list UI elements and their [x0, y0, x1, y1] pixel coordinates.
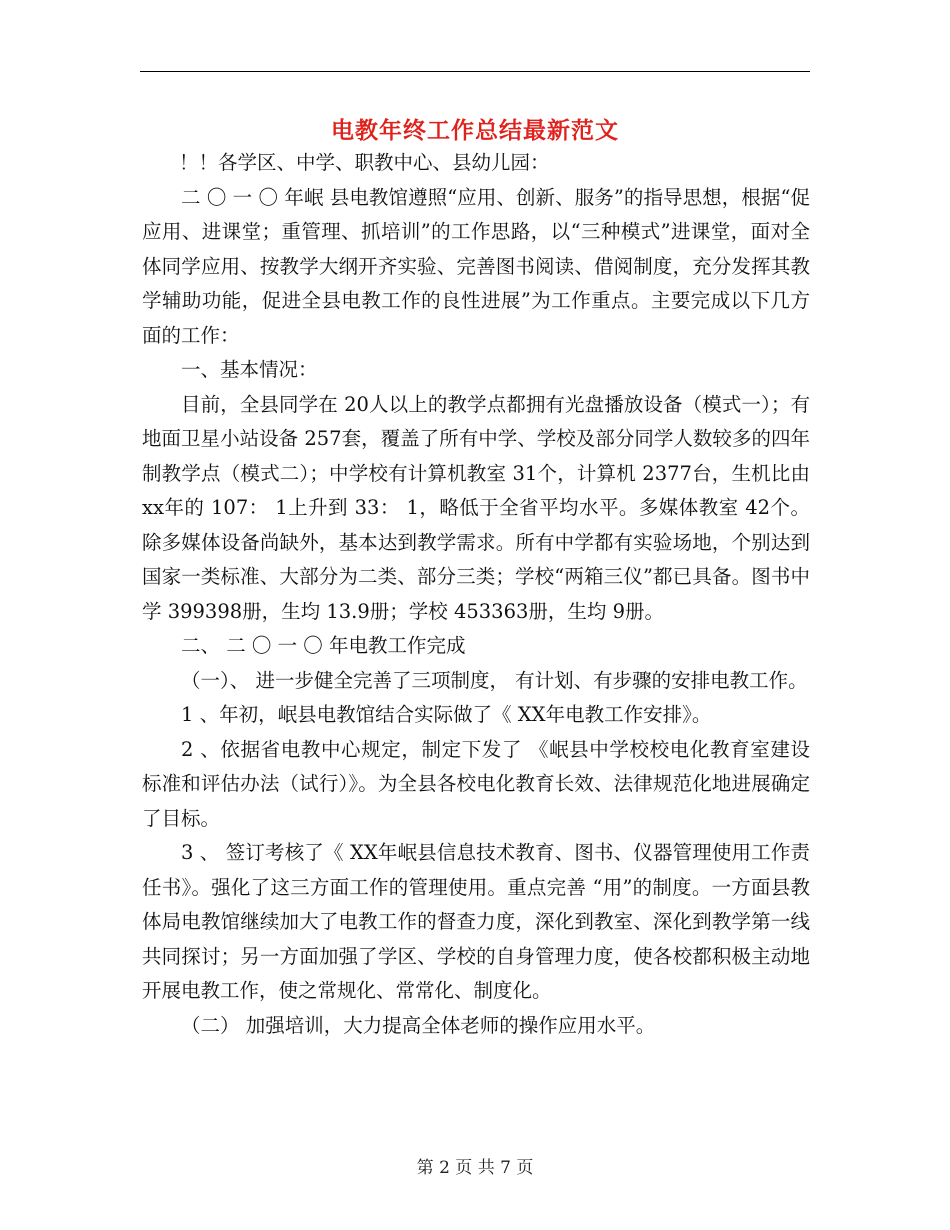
item-1-paragraph: 1 、年初，岷县电教馆结合实际做了《 XX年电教工作安排》。	[181, 703, 712, 726]
item-3-paragraph: 3 、 签订考核了《 XX年岷县信息技术教育、图书、仪器管理使用工作责任书》。强化了这三方面工作的管理使用。重点完善 “用”的制度。一方面县教体局电教馆继续加大了电教工作的督查力度，深化到教室、深化到教学第一线共同探讨；另一方面加强了学区、学校的自身管理力度，使各校都积极主动地开展电教工作，使之常规化、常常化、制度化。	[142, 841, 810, 1002]
basic-situation-paragraph: 目前，全县同学在 20人以上的教学点都拥有光盘播放设备（模式一）；有地面卫星小站设备 257套，覆盖了所有中学、学校及部分同学人数较多的四年制教学点（模式二）；中学校有计算机教室 31个，计算机 2377台，生机比由 xx年的 107： 1上升到 33： 1，略低于全省平均水平。多媒体教室 42个。除多媒体设备尚缺外，基本达到教学需求。所有中学都有实验场地，个别达到国家一类标准、大部分为二类、部分三类；学校“两箱三仪”都已具备。图书中学 399398册，生均 13.9册；学校 453363册，生均 9册。	[142, 392, 810, 623]
subsection-heading-1: （一）、 进一步健全完善了三项制度， 有计划、有步骤的安排电教工作。	[181, 668, 808, 692]
section-heading-work: 二、 二 〇 一 〇 年电教工作完成	[181, 634, 466, 657]
document-title: 电教年终工作总结最新范文	[331, 118, 619, 144]
salutation-paragraph: ！！各学区、中学、职教中心、县幼儿园：	[179, 151, 550, 174]
section-heading-basic: 一、基本情况：	[181, 358, 318, 381]
page-number: 第 2 页 共 7 页	[416, 1158, 534, 1178]
item-2-paragraph: 2 、依据省电教中心规定，制定下发了 《岷县中学校校电化教育室建设标准和评估办法（试行）》。为全县各校电化教育长效、法律规范化地进展确定了目标。	[142, 737, 810, 830]
subsection-heading-2: （二） 加强培训，大力提高全体老师的操作应用水平。	[181, 1013, 656, 1037]
document-body	[142, 146, 810, 1043]
header-rule	[140, 71, 810, 72]
intro-paragraph: 二 〇 一 〇 年岷 县电教馆遵照“应用、创新、服务”的指导思想，根据“促应用、进课堂；重管理、抓培训”的工作思路，以“三种模式”进课堂，面对全体同学应用、按教学大纲开齐实验、完善图书阅读、借阅制度，充分发挥其教学辅助功能，促进全县电教工作的良性进展”为工作重点。主要完成以下几方面的工作：	[142, 185, 810, 347]
